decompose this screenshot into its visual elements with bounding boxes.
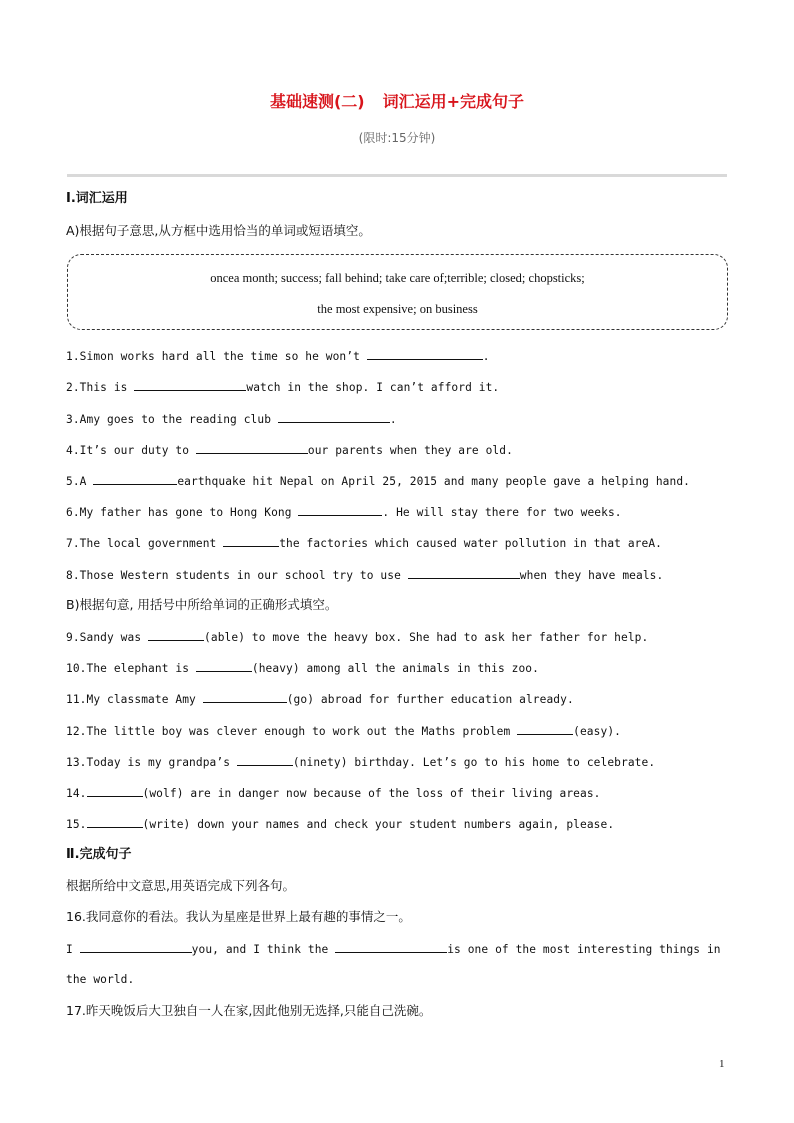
question-16-english: I you, and I think the is one of the most interesting things in: [66, 943, 721, 956]
answer-blank[interactable]: [196, 442, 308, 454]
title-right: 词汇运用+完成句子: [382, 92, 525, 111]
question-4: 4.It’s our duty to our parents when they are old.: [66, 444, 513, 457]
partA-instruction: A)根据句子意思,从方框中选用恰当的单词或短语填空。: [66, 223, 371, 238]
question-2: 2.This is watch in the shop. I can’t afford it.: [66, 381, 500, 394]
answer-blank[interactable]: [517, 723, 573, 735]
time-limit: (限时:15分钟): [358, 131, 436, 145]
answer-blank[interactable]: [298, 504, 382, 516]
word-bank-line-2: the most expensive; on business: [317, 302, 478, 316]
question-3: 3.Amy goes to the reading club .: [66, 413, 397, 426]
question-11: 11.My classmate Amy (go) abroad for further education already.: [66, 693, 574, 706]
question-17-chinese: 17.昨天晚饭后大卫独自一人在家,因此他别无选择,只能自己洗碗。: [66, 1003, 432, 1018]
question-7: 7.The local government the factories which caused water pollution in that areA.: [66, 537, 663, 550]
answer-blank[interactable]: [196, 660, 252, 672]
answer-blank[interactable]: [148, 629, 204, 641]
section1-heading: Ⅰ.词汇运用: [66, 191, 128, 206]
question-13: 13.Today is my grandpa’s (ninety) birthday. Let’s go to his home to celebrate.: [66, 756, 656, 769]
page-number: 1: [719, 1058, 725, 1070]
question-16-chinese: 16.我同意你的看法。我认为星座是世界上最有趣的事情之一。: [66, 909, 411, 924]
question-14: 14. (wolf) are in danger now because of the loss of their living areas.: [66, 787, 601, 800]
answer-blank[interactable]: [335, 941, 447, 953]
title-left: 基础速测(二): [269, 92, 365, 111]
answer-blank[interactable]: [408, 567, 520, 579]
question-6: 6.My father has gone to Hong Kong . He will stay there for two weeks.: [66, 506, 622, 519]
question-12: 12.The little boy was clever enough to work out the Maths problem (easy).: [66, 725, 621, 738]
question-10: 10.The elephant is (heavy) among all the animals in this zoo.: [66, 662, 539, 675]
answer-blank[interactable]: [93, 473, 177, 485]
answer-blank[interactable]: [367, 348, 483, 360]
section2-heading: Ⅱ.完成句子: [66, 847, 132, 862]
word-bank-line-1: oncea month; success; fall behind; take care of;terrible; closed; chopsticks;: [210, 271, 585, 285]
question-16-english-cont: the world.: [66, 973, 135, 986]
section2-instruction: 根据所给中文意思,用英语完成下列各句。: [66, 878, 295, 893]
question-8: 8.Those Western students in our school try to use when they have meals.: [66, 569, 664, 582]
header-divider: [67, 174, 727, 177]
answer-blank[interactable]: [134, 379, 246, 391]
answer-blank[interactable]: [223, 535, 279, 547]
answer-blank[interactable]: [87, 785, 143, 797]
answer-blank[interactable]: [237, 754, 293, 766]
question-5: 5.A earthquake hit Nepal on April 25, 2015 and many people gave a helping hand.: [66, 475, 691, 488]
answer-blank[interactable]: [203, 691, 287, 703]
page-title: [0, 89, 794, 112]
answer-blank[interactable]: [278, 411, 390, 423]
question-9: 9.Sandy was (able) to move the heavy box. She had to ask her father for help.: [66, 631, 649, 644]
word-bank-box: [67, 254, 728, 330]
answer-blank[interactable]: [87, 816, 143, 828]
answer-blank[interactable]: [80, 941, 192, 953]
partB-instruction: B)根据句意, 用括号中所给单词的正确形式填空。: [66, 597, 338, 612]
question-1: 1.Simon works hard all the time so he won’t .: [66, 350, 490, 363]
question-15: 15. (write) down your names and check your student numbers again, please.: [66, 818, 615, 831]
